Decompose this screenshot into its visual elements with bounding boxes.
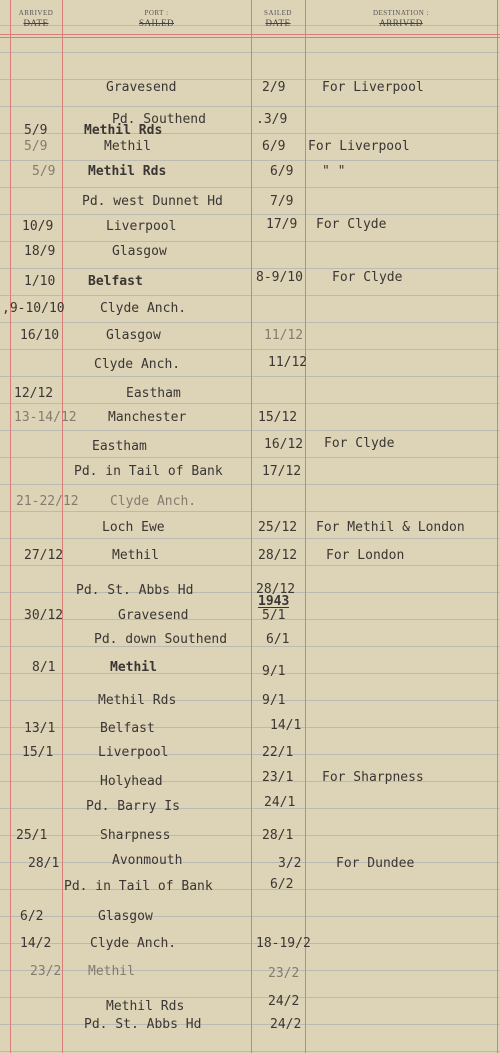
destination-cell: " ": [322, 164, 346, 179]
arrived-cell: 5/9: [24, 123, 48, 138]
destination-header-label: DESTINATION :: [372, 9, 430, 17]
sailed-cell: 18-19/2: [256, 936, 311, 951]
column-rule: [10, 0, 11, 1053]
port-cell: Liverpool: [106, 219, 177, 234]
sailed-cell: 22/1: [262, 745, 294, 760]
arrived-cell: 28/1: [28, 856, 60, 871]
arrived-cell: 27/12: [24, 548, 64, 563]
destination-cell: For Liverpool: [308, 139, 410, 154]
sailed-cell: 17/9: [266, 217, 298, 232]
port-cell: Gravesend: [106, 80, 177, 95]
sailed-cell: 6/9: [270, 164, 294, 179]
sailed-cell: 11/12: [264, 328, 304, 343]
destination-cell: For Dundee: [336, 856, 415, 871]
sailed-cell: 6/9: [262, 139, 286, 154]
port-cell: Loch Ewe: [102, 520, 165, 535]
sailed-cell: 5/1: [262, 608, 286, 623]
port-cell: Manchester: [108, 410, 187, 425]
sailed-cell: 17/12: [262, 464, 302, 479]
port-header: [62, 9, 251, 28]
arrived-header-label: ARRIVED: [18, 9, 54, 17]
sailed-cell: 7/9: [270, 194, 294, 209]
arrived-cell: 13/1: [24, 721, 56, 736]
port-cell: Pd. St. Abbs Hd: [76, 583, 194, 598]
port-cell: Methil: [110, 660, 157, 675]
port-cell: Eastham: [92, 439, 147, 454]
port-header-label: PORT :: [144, 9, 169, 17]
destination-cell: For Sharpness: [322, 770, 424, 785]
arrived-cell: ,9-10/10: [2, 301, 65, 316]
sailed-cell: 28/12: [258, 548, 298, 563]
arrived-cell: 30/12: [24, 608, 64, 623]
arrived-cell: 5/9: [32, 164, 56, 179]
header-rule: [0, 37, 500, 38]
port-cell: Methil: [112, 548, 159, 563]
port-cell: Pd. down Southend: [94, 632, 228, 647]
arrived-cell: 25/1: [16, 828, 48, 843]
port-cell: Glasgow: [106, 328, 161, 343]
header-rule: [0, 34, 500, 35]
port-header-struck: SAILED: [139, 18, 174, 28]
arrived-cell: 18/9: [24, 244, 56, 259]
year-marker: 1943: [258, 594, 290, 609]
arrived-cell: 5/9: [24, 139, 48, 154]
sailed-cell: 3/2: [278, 856, 302, 871]
port-cell: Pd. in Tail of Bank: [74, 464, 223, 479]
arrived-cell: 8/1: [32, 660, 56, 675]
destination-cell: For London: [326, 548, 405, 563]
destination-header-struck: ARRIVED: [379, 18, 423, 28]
port-cell: Clyde Anch.: [110, 494, 197, 509]
port-cell: Clyde Anch.: [100, 301, 187, 316]
destination-cell: For Methil & London: [316, 520, 465, 535]
port-cell: Methil Rds: [98, 693, 177, 708]
sailed-cell: .3/9: [256, 112, 288, 127]
sailed-cell: 2/9: [262, 80, 286, 95]
arrived-cell: 1/10: [24, 274, 56, 289]
sailed-cell: 24/1: [264, 795, 296, 810]
arrived-cell: 13-14/12: [14, 410, 77, 425]
sailed-cell: 24/2: [268, 994, 300, 1009]
arrived-cell: 6/2: [20, 909, 44, 924]
port-cell: Belfast: [100, 721, 155, 736]
port-cell: Methil Rds: [88, 164, 167, 179]
port-cell: Methil: [104, 139, 151, 154]
sailed-cell: 14/1: [270, 718, 302, 733]
arrived-cell: 15/1: [22, 745, 54, 760]
destination-cell: For Clyde: [324, 436, 395, 451]
port-cell: Pd. St. Abbs Hd: [84, 1017, 202, 1032]
sailed-cell: 16/12: [264, 437, 304, 452]
destination-cell: For Clyde: [316, 217, 387, 232]
port-cell: Eastham: [126, 386, 181, 401]
column-rule: [62, 0, 63, 1053]
port-cell: Pd. west Dunnet Hd: [82, 194, 223, 209]
sailed-header-label: SAILED: [264, 9, 292, 17]
sailed-cell: 9/1: [262, 693, 286, 708]
arrived-cell: 14/2: [20, 936, 52, 951]
port-cell: Methil Rds: [84, 123, 163, 138]
arrived-cell: 12/12: [14, 386, 54, 401]
port-cell: Glasgow: [98, 909, 153, 924]
sailed-cell: 23/2: [268, 966, 300, 981]
port-cell: Belfast: [88, 274, 143, 289]
port-cell: Sharpness: [100, 828, 171, 843]
destination-cell: For Liverpool: [322, 80, 424, 95]
port-cell: Clyde Anch.: [90, 936, 177, 951]
sailed-cell: 6/2: [270, 877, 294, 892]
port-cell: Methil: [88, 964, 135, 979]
sailed-cell: 28/12: [256, 582, 296, 597]
column-rule: [251, 0, 252, 1053]
sailed-cell: 6/1: [266, 632, 290, 647]
destination-header: [305, 9, 497, 28]
arrived-header: [10, 9, 62, 28]
port-cell: Liverpool: [98, 745, 169, 760]
port-cell: Avonmouth: [112, 853, 183, 868]
port-cell: Pd. in Tail of Bank: [64, 879, 213, 894]
sailed-cell: 23/1: [262, 770, 294, 785]
sailed-header: [251, 9, 305, 28]
arrived-cell: 23/2: [30, 964, 62, 979]
sailed-cell: 15/12: [258, 410, 298, 425]
sailed-cell: 28/1: [262, 828, 294, 843]
port-cell: Holyhead: [100, 774, 163, 789]
sailed-cell: 9/1: [262, 664, 286, 679]
sailed-cell: 24/2: [270, 1017, 302, 1032]
port-cell: Glasgow: [112, 244, 167, 259]
arrived-cell: 16/10: [20, 328, 60, 343]
sailed-cell: 25/12: [258, 520, 298, 535]
port-cell: Pd. Southend: [112, 112, 206, 127]
port-cell: Gravesend: [118, 608, 189, 623]
column-rule: [497, 0, 498, 1053]
arrived-cell: 21-22/12: [16, 494, 79, 509]
port-cell: Pd. Barry Is: [86, 799, 180, 814]
sailed-cell: 8-9/10: [256, 270, 303, 285]
sailed-cell: 11/12: [268, 355, 308, 370]
sailed-header-struck: DATE: [265, 18, 291, 28]
port-cell: Methil Rds: [106, 999, 185, 1014]
destination-cell: For Clyde: [332, 270, 403, 285]
port-cell: Clyde Anch.: [94, 357, 181, 372]
column-rule: [305, 0, 306, 1053]
arrived-cell: 10/9: [22, 219, 54, 234]
arrived-header-struck: DATE: [23, 18, 49, 28]
